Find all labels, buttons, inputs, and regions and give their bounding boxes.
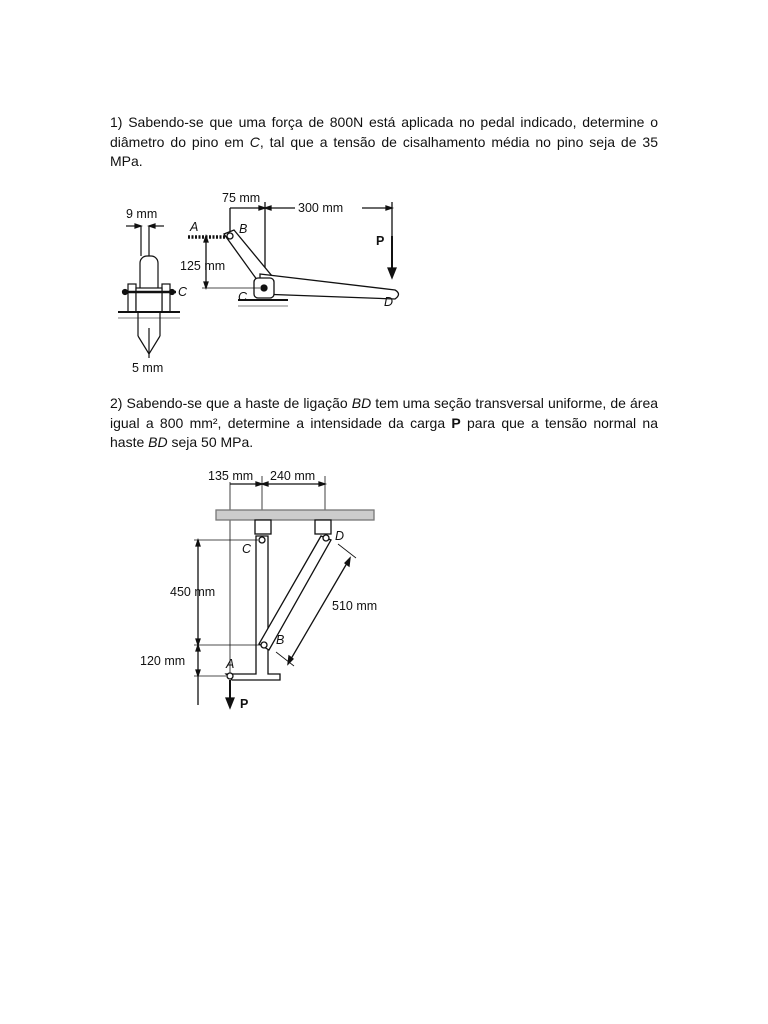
problem-1-text-start: Sabendo-se que uma força de 800N está aplicada no pedal indicado, determine o diâmetro do pino em bbox=[110, 114, 659, 150]
linkage-drawing bbox=[194, 476, 374, 708]
label-a: A bbox=[190, 220, 199, 234]
pin-side-view bbox=[118, 224, 180, 358]
label-d: D bbox=[384, 295, 394, 309]
label-d: D bbox=[335, 529, 345, 543]
problem-2-text-2: tem uma seção transversal uniforme, de área igual a 800 mm², determine a intensidade da carga bbox=[110, 395, 659, 431]
pin-label-inline: C bbox=[249, 133, 260, 150]
problem-2-statement bbox=[110, 394, 658, 453]
force-p-label: P bbox=[376, 234, 385, 248]
pedal-front-view bbox=[188, 202, 399, 306]
problem-2-text-1: Sabendo-se que a haste de ligação bbox=[126, 395, 352, 411]
load-p-label: P bbox=[240, 697, 249, 711]
label-c: C bbox=[238, 290, 248, 304]
problem-2-number: 2) bbox=[110, 395, 123, 411]
dim-450mm: 450 mm bbox=[170, 585, 216, 599]
problem-2-text-3: para que a tensão normal na haste bbox=[110, 414, 658, 450]
dim-5mm: 5 mm bbox=[132, 361, 164, 375]
dim-120mm: 120 mm bbox=[140, 654, 186, 668]
rod-bd-inline-1: BD bbox=[351, 395, 372, 411]
dim-510mm: 510 mm bbox=[332, 599, 378, 613]
problem-2-text-4: seja 50 MPa. bbox=[167, 434, 254, 450]
label-b: B bbox=[239, 222, 248, 236]
dim-9mm: 9 mm bbox=[126, 207, 158, 221]
problem-1-number: 1) bbox=[110, 114, 123, 130]
problem-1-statement bbox=[110, 113, 658, 172]
label-c: C bbox=[242, 542, 252, 556]
dim-125mm: 125 mm bbox=[180, 259, 226, 273]
rod-bd-inline-2: BD bbox=[148, 434, 168, 450]
load-p-inline: P bbox=[451, 414, 461, 431]
linkage-figure bbox=[140, 460, 390, 720]
dim-240mm: 240 mm bbox=[270, 469, 316, 483]
problem-1-text-end: , tal que a tensão de cisalhamento média no pino seja de 35 MPa. bbox=[110, 133, 658, 169]
pedal-figure bbox=[110, 188, 410, 378]
label-b: B bbox=[276, 633, 285, 647]
dim-135mm: 135 mm bbox=[208, 469, 254, 483]
label-a: A bbox=[226, 657, 235, 671]
dim-300mm: 300 mm bbox=[298, 201, 344, 215]
dim-75mm: 75 mm bbox=[222, 191, 261, 205]
label-c-side: C bbox=[178, 285, 188, 299]
